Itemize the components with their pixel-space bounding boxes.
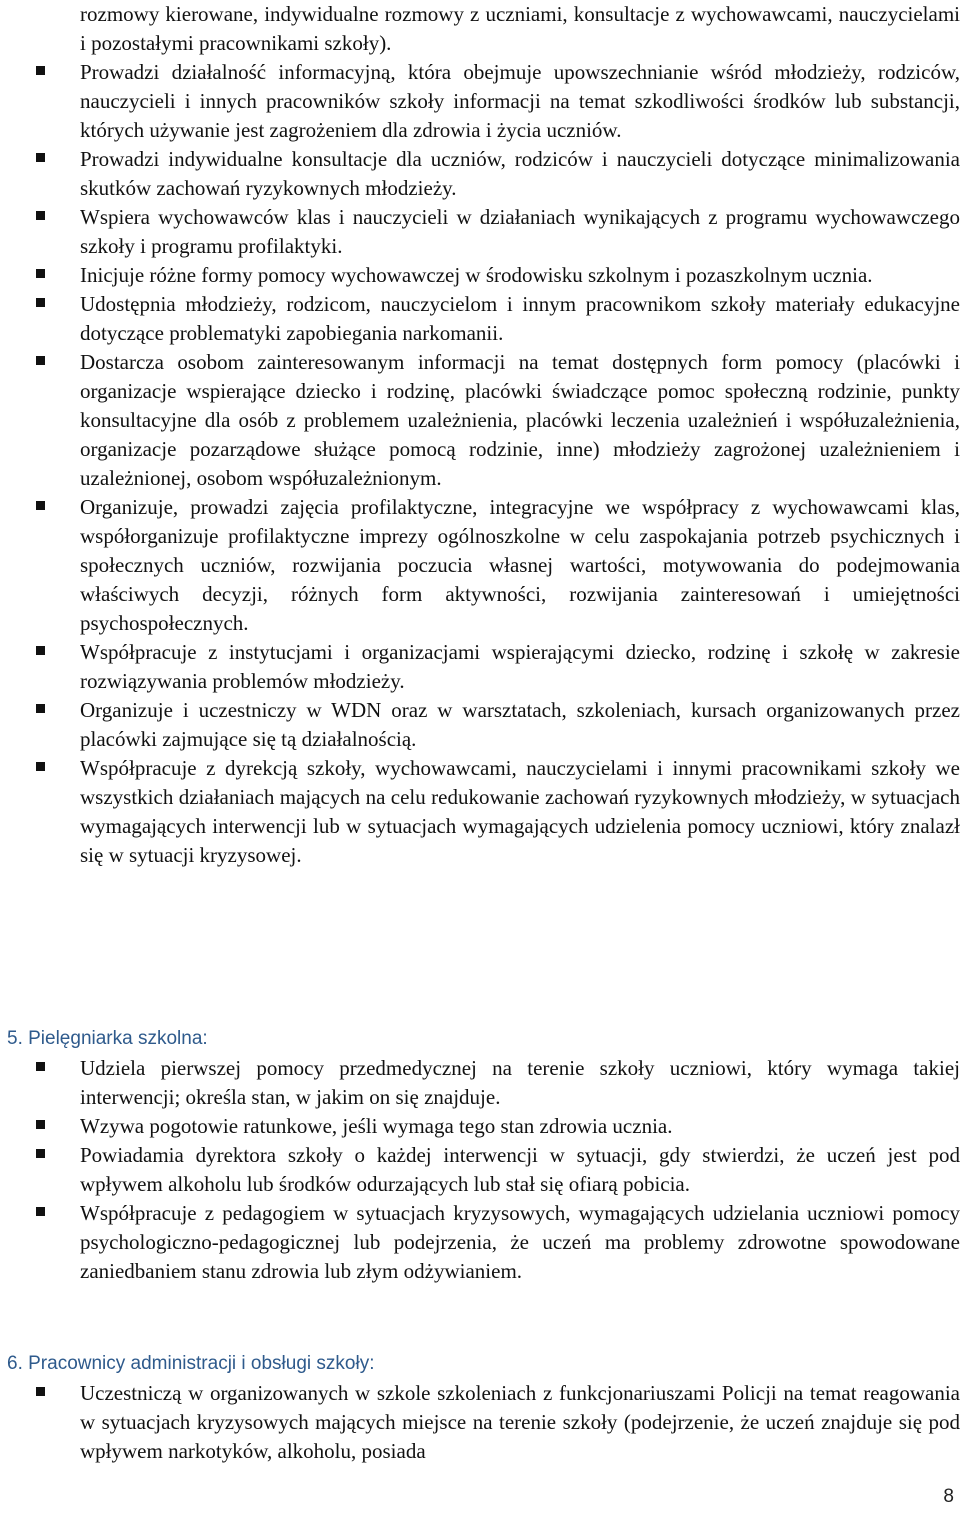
list-item-text: Organizuje, prowadzi zajęcia profilaktyczne, integracyjne we współpracy z wychowawcami klas, współorganizuje profilaktyczne imprezy ogólnoszkolne w celu zaspokajania potrzeb psychicznych i społecznych uczniów, rozwijania poczucia własnej wartości, motywowania do podejmowania właściwych decyzji, różnych form aktywności, rozwijania zainteresowań i umiejętności psychospołecznych.	[80, 495, 960, 635]
pedagog-list	[0, 58, 960, 870]
square-bullet-icon	[36, 1149, 45, 1158]
list-item	[0, 696, 960, 754]
list-item-text: Wspiera wychowawców klas i nauczycieli w działaniach wynikających z programu wychowawczego szkoły i programu profilaktyki.	[80, 205, 960, 258]
square-bullet-icon	[36, 1120, 45, 1129]
list-item-text: Wzywa pogotowie ratunkowe, jeśli wymaga tego stan zdrowia ucznia.	[80, 1114, 673, 1138]
square-bullet-icon	[36, 66, 45, 75]
page-number: 8	[943, 1486, 954, 1507]
list-item-text: Współpracuje z instytucjami i organizacjami wspierającymi dziecko, rodzinę i szkołę w zakresie rozwiązywania problemów młodzieży.	[80, 640, 960, 693]
square-bullet-icon	[36, 298, 45, 307]
square-bullet-icon	[36, 269, 45, 278]
list-item	[0, 58, 960, 145]
list-item	[0, 1379, 960, 1466]
list-item-text: Współpracuje z pedagogiem w sytuacjach kryzysowych, wymagających udzielania uczniowi pomocy psychologiczno-pedagogicznej lub podejrzenia, że uczeń ma problemy zdrowotne spowodowane zaniedbaniem stanu zdrowia lub złym odżywianiem.	[80, 1201, 960, 1283]
list-item	[0, 261, 960, 290]
square-bullet-icon	[36, 211, 45, 220]
square-bullet-icon	[36, 1207, 45, 1216]
list-item-text: Udziela pierwszej pomocy przedmedycznej na terenie szkoły uczniowi, który wymaga takiej interwencji; określa stan, w jakim on się znajduje.	[80, 1056, 960, 1109]
list-item-text: Uczestniczą w organizowanych w szkole szkoleniach z funkcjonariuszami Policji na temat reagowania w sytuacjach kryzysowych mających miejsce na terenie szkoły (podejrzenie, że uczeń znajduje się pod wpływem narkotyków, alkoholu, posiada	[80, 1381, 960, 1463]
list-item-text: Inicjuje różne formy pomocy wychowawczej w środowisku szkolnym i pozaszkolnym ucznia.	[80, 263, 873, 287]
section-heading-staff: 6. Pracownicy administracji i obsługi szkoły:	[7, 1353, 375, 1374]
section-heading-nurse: 5. Pielęgniarka szkolna:	[7, 1028, 208, 1049]
square-bullet-icon	[36, 1387, 45, 1396]
list-item	[0, 1199, 960, 1286]
list-item	[0, 754, 960, 870]
list-item-text: Prowadzi działalność informacyjną, która obejmuje upowszechnianie wśród młodzieży, rodziców, nauczycieli i innych pracowników szkoły informacji na temat szkodliwości środków lub substancji, których używanie jest zagrożeniem dla zdrowia i życia uczniów.	[80, 60, 960, 142]
square-bullet-icon	[36, 1062, 45, 1071]
list-item-text: Współpracuje z dyrekcją szkoły, wychowawcami, nauczycielami i innymi pracownikami szkoły we wszystkich działaniach mających na celu redukowanie zachowań ryzykownych młodzieży, w sytuacjach wymagających interwencji lub w sytuacjach wymagających udzielenia pomocy uczniowi, który znalazł się w sytuacji kryzysowej.	[80, 756, 960, 867]
square-bullet-icon	[36, 704, 45, 713]
list-item-text: Prowadzi indywidualne konsultacje dla uczniów, rodziców i nauczycieli dotyczące minimalizowania skutków zachowań ryzykownych młodzieży.	[80, 147, 960, 200]
square-bullet-icon	[36, 501, 45, 510]
nurse-section	[0, 1054, 960, 1286]
staff-list	[0, 1379, 960, 1466]
square-bullet-icon	[36, 646, 45, 655]
list-item	[0, 290, 960, 348]
list-item	[0, 145, 960, 203]
continuation-text: rozmowy kierowane, indywidualne rozmowy z uczniami, konsultacje z wychowawcami, nauczycielami i pozostałymi pracownikami szkoły).	[80, 2, 960, 55]
list-item-text: Dostarcza osobom zainteresowanym informacji na temat dostępnych form pomocy (placówki i organizacje wspierające dziecko i rodzinę, placówki świadczące pomoc społeczną rodzinie, punkty konsultacyjne dla osób z problemem uzależnienia, placówki leczenia uzależnień i współuzależnienia, organizacje pozarządowe służące pomocą rodzinie, inne) młodzieży zagrożonej uzależnieniem i uzależnionej, osobom współuzależnionym.	[80, 350, 960, 490]
list-item	[0, 1054, 960, 1112]
square-bullet-icon	[36, 762, 45, 771]
list-item	[0, 203, 960, 261]
list-item	[0, 493, 960, 638]
list-item	[0, 638, 960, 696]
list-item-text: Udostępnia młodzieży, rodzicom, nauczycielom i innym pracownikom szkoły materiały edukacyjne dotyczące problematyki zapobiegania narkomanii.	[80, 292, 960, 345]
continuation-paragraph	[0, 0, 960, 58]
staff-section	[0, 1379, 960, 1466]
square-bullet-icon	[36, 153, 45, 162]
list-item-text: Organizuje i uczestniczy w WDN oraz w warsztatach, szkoleniach, kursach organizowanych przez placówki zajmujące się tą działalnością.	[80, 698, 960, 751]
list-item	[0, 1112, 960, 1141]
square-bullet-icon	[36, 356, 45, 365]
list-item-text: Powiadamia dyrektora szkoły o każdej interwencji w sytuacji, gdy stwierdzi, że uczeń jest pod wpływem alkoholu lub środków odurzających lub stał się ofiarą pobicia.	[80, 1143, 960, 1196]
nurse-list	[0, 1054, 960, 1286]
list-item	[0, 348, 960, 493]
list-item	[0, 1141, 960, 1199]
